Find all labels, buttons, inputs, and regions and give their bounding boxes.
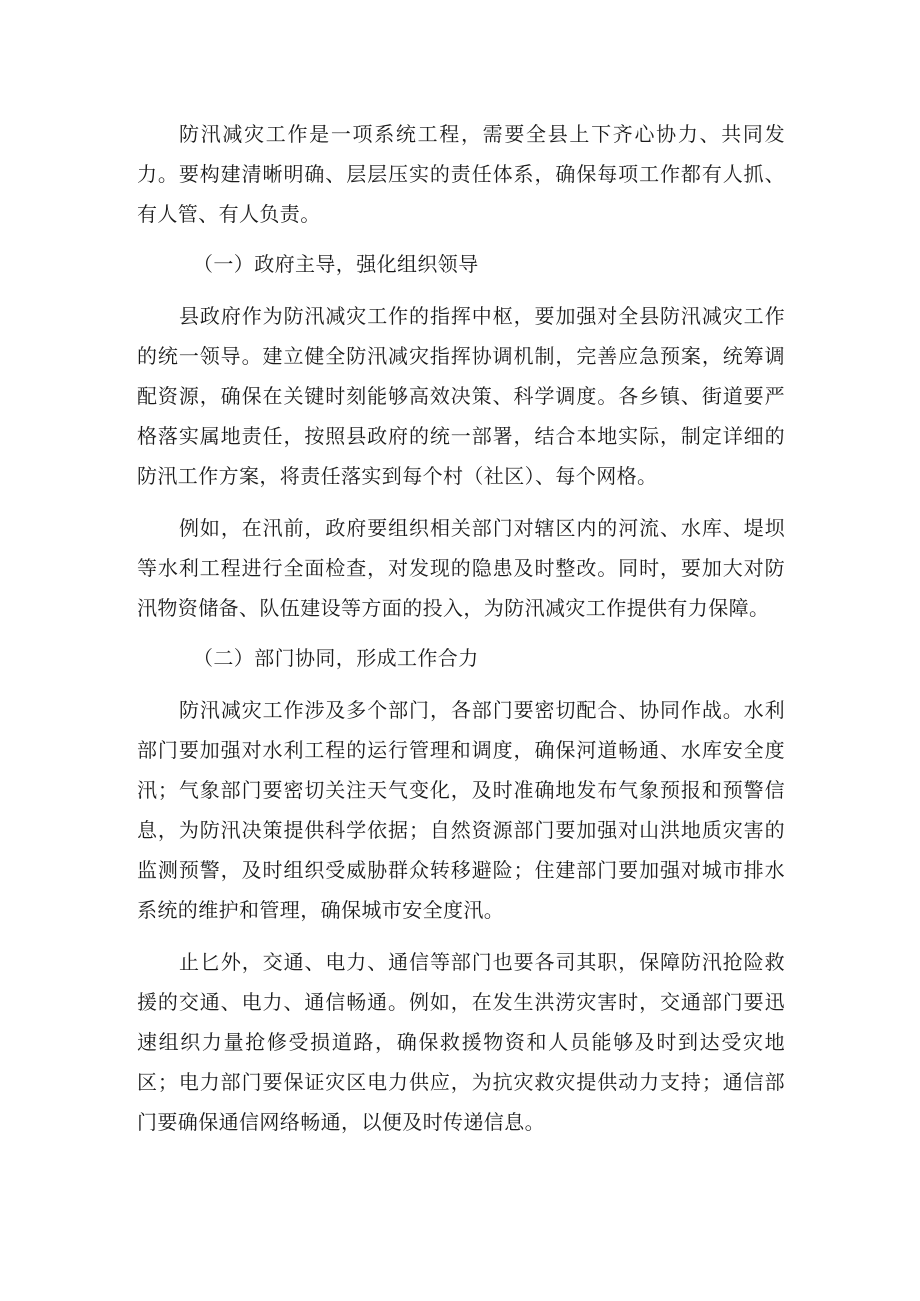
document-page xyxy=(137,114,785,1142)
paragraph-government-leadership: 县政府作为防汛减灾工作的指挥中枢，要加强对全县防汛减灾工作的统一领导。建立健全防汛减灾指挥协调机制，完善应急预案，统筹调配资源，确保在关键时刻能够高效决策、科学调度。各乡镇、街道要严格落实属地责任，按照县政府的统一部署，结合本地实际，制定详细的防汛工作方案，将责任落实到每个村（社区）、每个网格。 xyxy=(137,304,785,488)
section-heading-government: （一）政府主导，强化组织领导 xyxy=(193,252,479,276)
paragraph-department-coordination: 防汛减灾工作涉及多个部门，各部门要密切配合、协同作战。水利部门要加强对水利工程的运行管理和调度，确保河道畅通、水库安全度汛；气象部门要密切关注天气变化，及时准确地发布气象预报和预警信息，为防汛决策提供科学依据；自然资源部门要加强对山洪地质灾害的监测预警，及时组织受威胁群众转移避险；住建部门要加强对城市排水系统的维护和管理，确保城市安全度汛。 xyxy=(137,698,785,922)
paragraph-department-support: 止匕外，交通、电力、通信等部门也要各司其职，保障防汛抢险救援的交通、电力、通信畅通。例如，在发生洪涝灾害时，交通部门要迅速组织力量抢修受损道路，确保救援物资和人员能够及时到达受灾地区；电力部门要保证灾区电力供应，为抗灾救灾提供动力支持；通信部门要确保通信网络畅通，以便及时传递信息。 xyxy=(137,950,785,1134)
paragraph-intro: 防汛减灾工作是一项系统工程，需要全县上下齐心协力、共同发力。要构建清晰明确、层层压实的责任体系，确保每项工作都有人抓、有人管、有人负责。 xyxy=(137,122,785,226)
section-heading-departments: （二）部门协同，形成工作合力 xyxy=(193,646,479,670)
paragraph-government-example: 例如，在汛前，政府要组织相关部门对辖区内的河流、水库、堤坝等水利工程进行全面检查，对发现的隐患及时整改。同时，要加大对防汛物资储备、队伍建设等方面的投入，为防汛减灾工作提供有力保障。 xyxy=(137,516,785,620)
